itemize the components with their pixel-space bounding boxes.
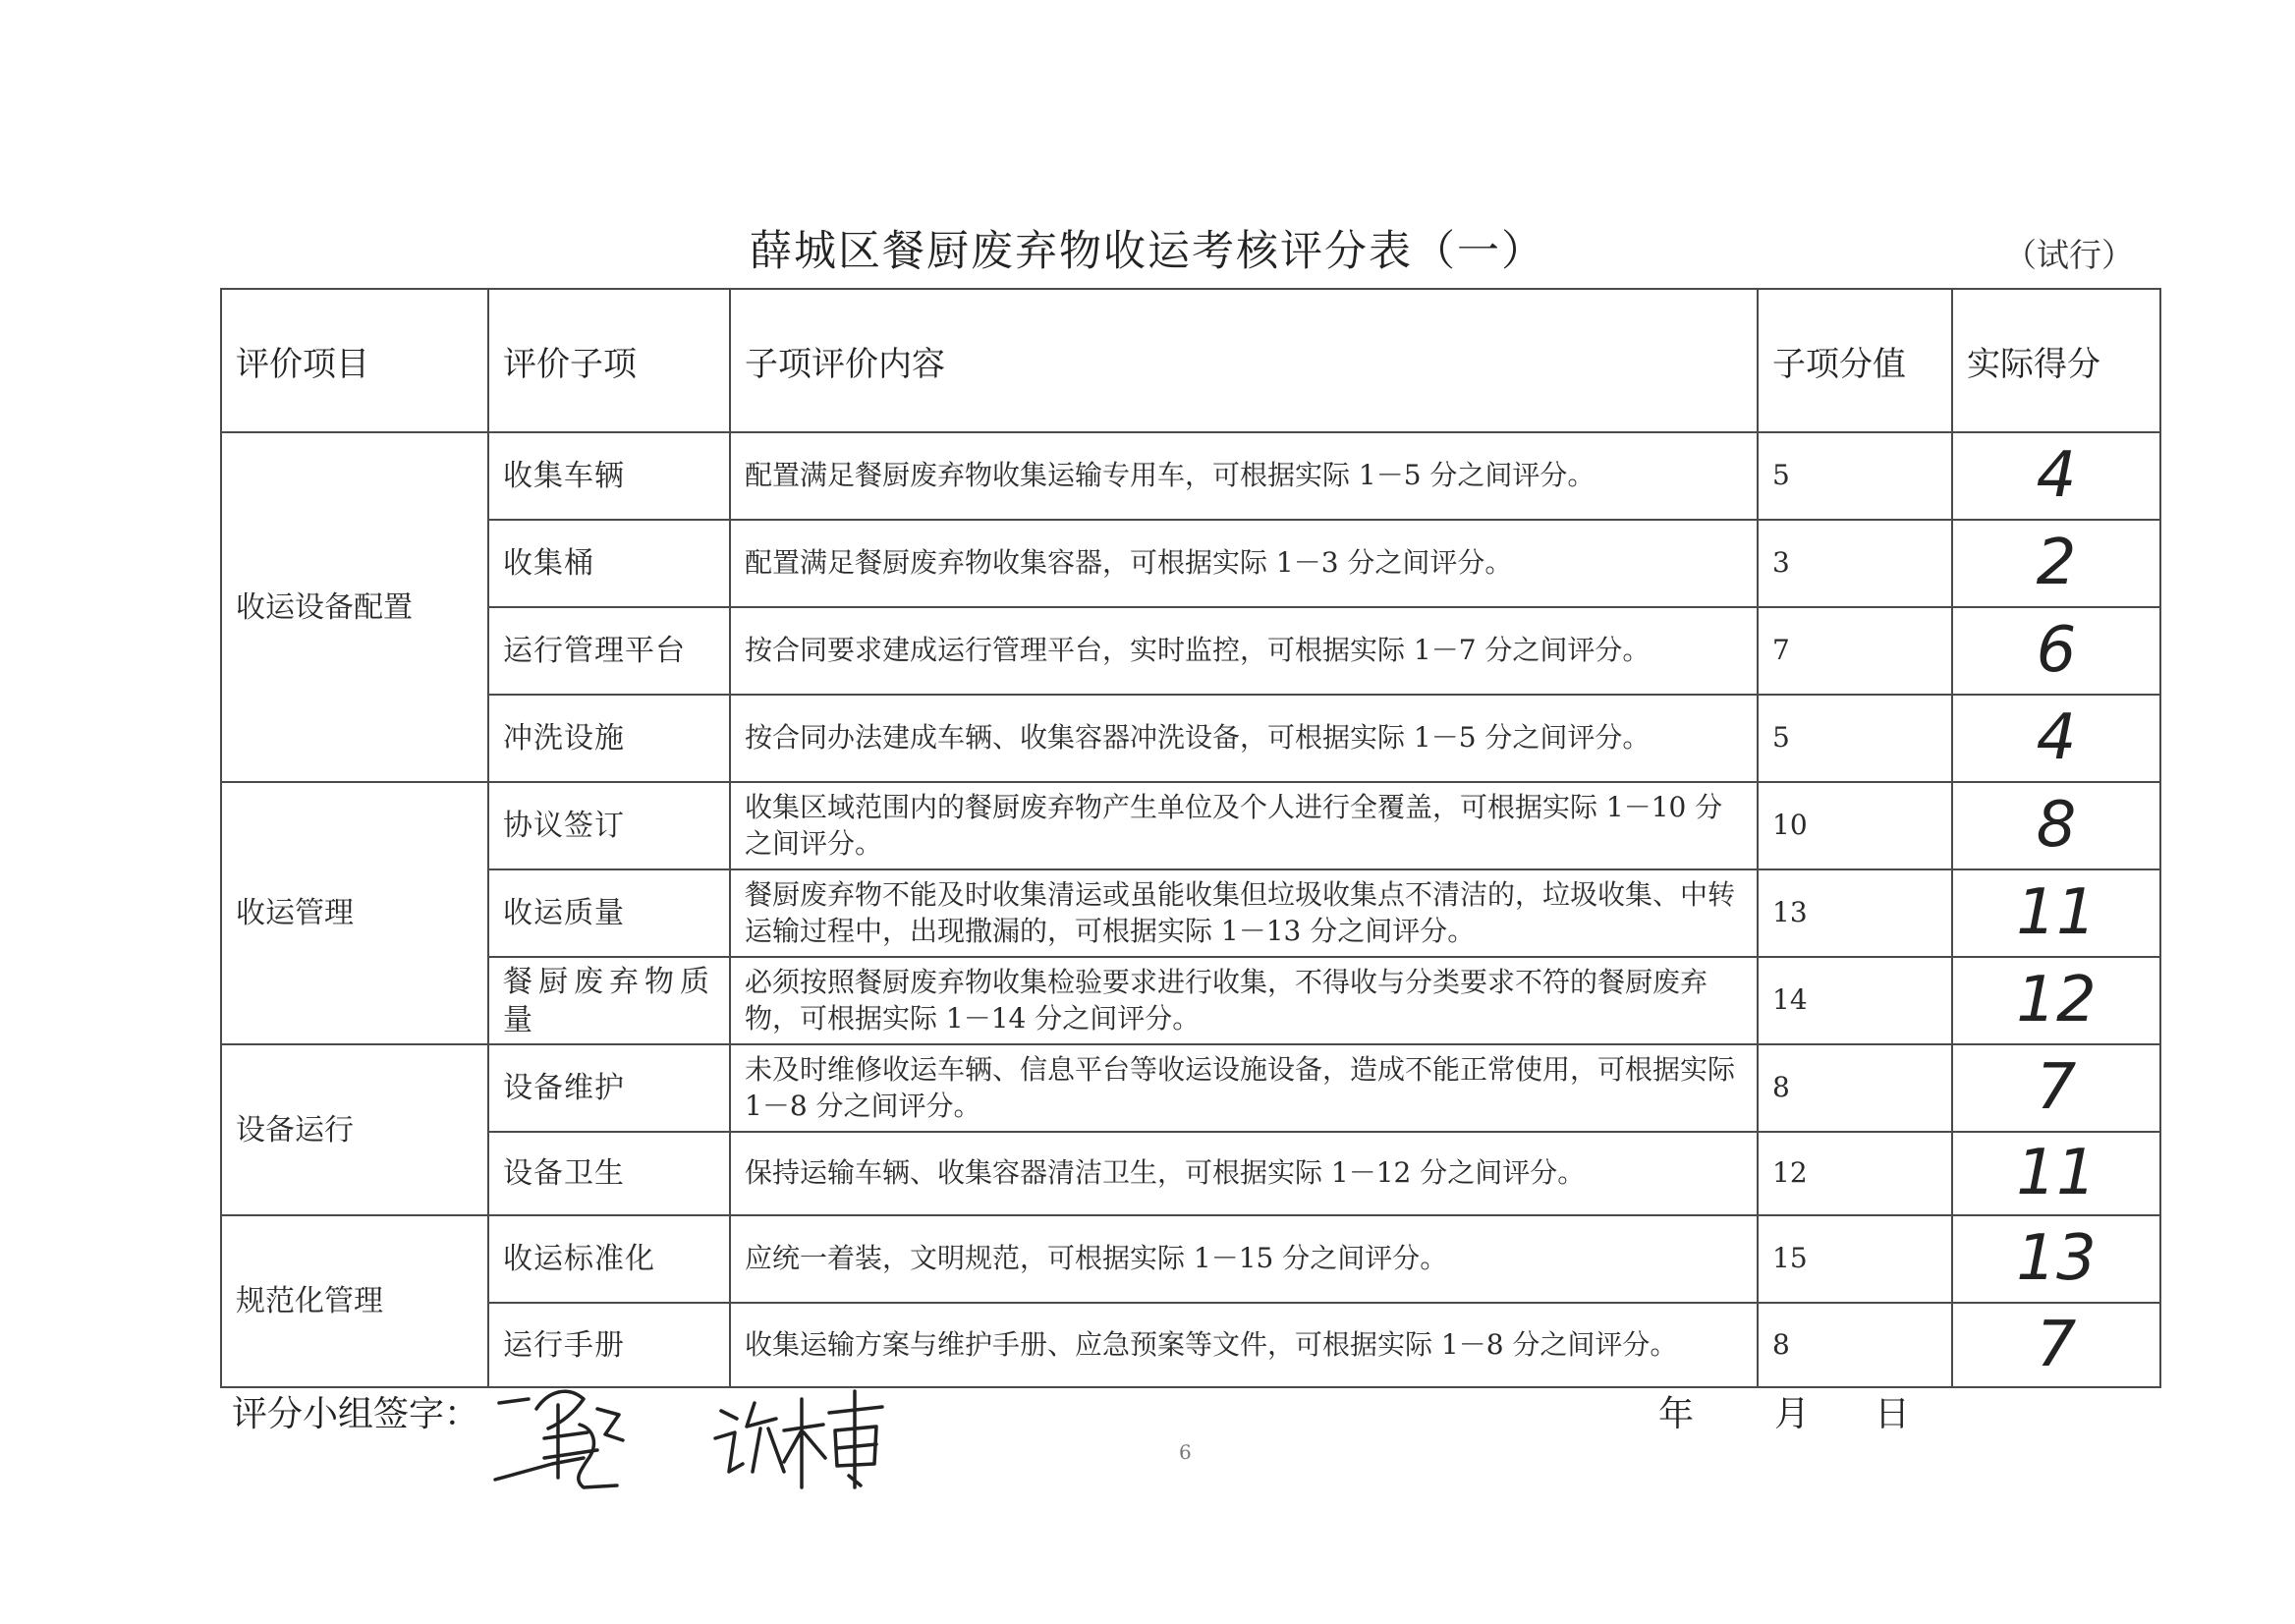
actual-score: 11: [1952, 869, 2160, 957]
sub-value: 14: [1758, 957, 1952, 1044]
actual-score: 2: [1952, 520, 2160, 607]
date-day-label: 日: [1875, 1394, 1911, 1434]
form-title: 薛城区餐厨废弃物收运考核评分表（一）: [750, 227, 1545, 276]
table-row: [221, 1215, 2160, 1303]
table-row: [221, 520, 2160, 607]
table-row: [221, 782, 2160, 869]
sub-value: 5: [1758, 432, 1952, 520]
actual-score: 12: [1952, 957, 2160, 1044]
sub-content: 收集区域范围内的餐厨废弃物产生单位及个人进行全覆盖，可根据实际 1－10 分之间评分。: [730, 782, 1758, 869]
sub-content: 必须按照餐厨废弃物收集检验要求进行收集，不得收与分类要求不符的餐厨废弃物，可根据实际 1－14 分之间评分。: [730, 957, 1758, 1044]
date-year-label: 年: [1658, 1394, 1695, 1434]
sub-content: 按合同要求建成运行管理平台，实时监控，可根据实际 1－7 分之间评分。: [730, 607, 1758, 695]
group-item: 规范化管理: [221, 1215, 488, 1387]
actual-score: 11: [1952, 1132, 2160, 1215]
sub-item: 设备维护: [488, 1044, 730, 1132]
sub-value: 12: [1758, 1132, 1952, 1215]
sub-item: 收运标准化: [488, 1215, 730, 1303]
sub-item: 运行手册: [488, 1303, 730, 1387]
score-table: [220, 288, 2161, 1388]
sub-content: 收集运输方案与维护手册、应急预案等文件，可根据实际 1－8 分之间评分。: [730, 1303, 1758, 1387]
sub-item: 协议签订: [488, 782, 730, 869]
actual-score: 4: [1952, 432, 2160, 520]
sub-content: 配置满足餐厨废弃物收集容器，可根据实际 1－3 分之间评分。: [730, 520, 1758, 607]
actual-score: 4: [1952, 695, 2160, 782]
sub-content: 保持运输车辆、收集容器清洁卫生，可根据实际 1－12 分之间评分。: [730, 1132, 1758, 1215]
header-sub-score: 子项分值: [1758, 289, 1952, 432]
sub-value: 15: [1758, 1215, 1952, 1303]
table-row: [221, 432, 2160, 520]
sub-value: 8: [1758, 1044, 1952, 1132]
sub-item: 冲洗设施: [488, 695, 730, 782]
sign-label: 评分小组签字：: [232, 1394, 480, 1434]
trial-label: （试行）: [2004, 236, 2134, 274]
header-sub-item: 评价子项: [488, 289, 730, 432]
table-row: [221, 957, 2160, 1044]
sub-content: 应统一着装，文明规范，可根据实际 1－15 分之间评分。: [730, 1215, 1758, 1303]
sub-content: 未及时维修收运车辆、信息平台等收运设施设备，造成不能正常使用，可根据实际 1－8 分之间评分。: [730, 1044, 1758, 1132]
sub-content: 配置满足餐厨废弃物收集运输专用车，可根据实际 1－5 分之间评分。: [730, 432, 1758, 520]
sub-value: 7: [1758, 607, 1952, 695]
sub-content: 餐厨废弃物不能及时收集清运或虽能收集但垃圾收集点不清洁的，垃圾收集、中转运输过程中，出现撒漏的，可根据实际 1－13 分之间评分。: [730, 869, 1758, 957]
group-item: 收运设备配置: [221, 432, 488, 782]
actual-score: 13: [1952, 1215, 2160, 1303]
header-evaluation-item: 评价项目: [221, 289, 488, 432]
actual-score: 7: [1952, 1044, 2160, 1132]
table-row: [221, 607, 2160, 695]
sub-value: 13: [1758, 869, 1952, 957]
table-row: [221, 869, 2160, 957]
group-item: 收运管理: [221, 782, 488, 1044]
sub-value: 3: [1758, 520, 1952, 607]
sub-item: 收运质量: [488, 869, 730, 957]
sub-value: 5: [1758, 695, 1952, 782]
sub-item: 餐厨废弃物质量: [488, 957, 730, 1044]
header-content: 子项评价内容: [730, 289, 1758, 432]
actual-score: 6: [1952, 607, 2160, 695]
group-item: 设备运行: [221, 1044, 488, 1215]
table-row: [221, 695, 2160, 782]
table-row: [221, 1044, 2160, 1132]
sub-item: 运行管理平台: [488, 607, 730, 695]
sub-content: 按合同办法建成车辆、收集容器冲洗设备，可根据实际 1－5 分之间评分。: [730, 695, 1758, 782]
table-row: [221, 1132, 2160, 1215]
sub-value: 8: [1758, 1303, 1952, 1387]
handwritten-signature: [489, 1370, 902, 1507]
header-actual-score: 实际得分: [1952, 289, 2160, 432]
sub-item: 设备卫生: [488, 1132, 730, 1215]
sub-item: 收集桶: [488, 520, 730, 607]
sub-item: 收集车辆: [488, 432, 730, 520]
actual-score: 7: [1952, 1303, 2160, 1387]
date-month-label: 月: [1774, 1394, 1811, 1434]
page-number: 6: [1179, 1440, 1192, 1464]
actual-score: 8: [1952, 782, 2160, 869]
sub-value: 10: [1758, 782, 1952, 869]
